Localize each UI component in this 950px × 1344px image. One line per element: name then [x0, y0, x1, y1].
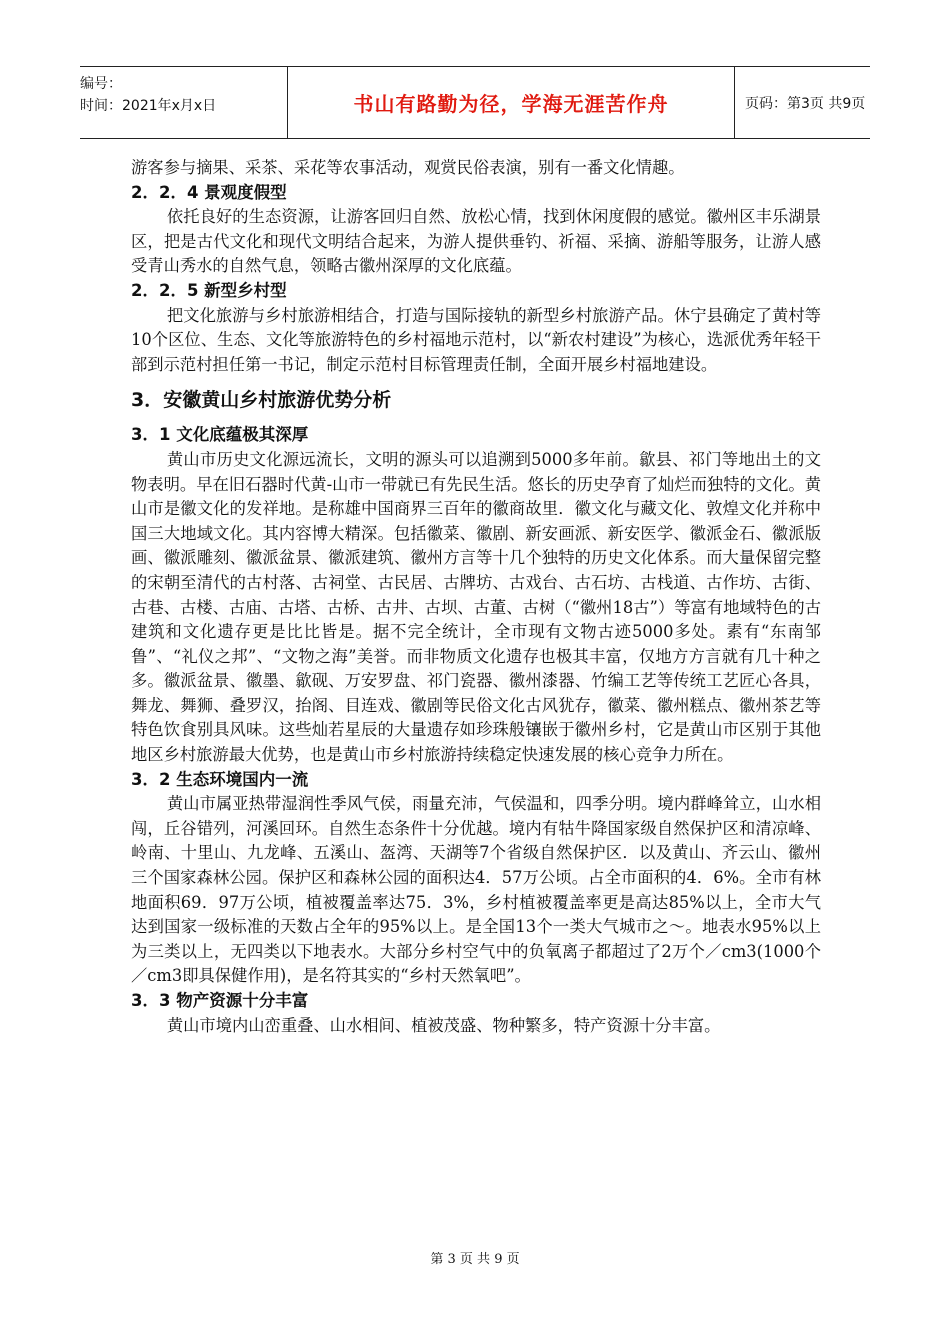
page-header: [80, 66, 870, 139]
header-meta: [80, 67, 287, 138]
paragraph-2-2-5: 把文化旅游与乡村旅游相结合，打造与国际接轨的新型乡村旅游产品。休宁县确定了黄村等10个区位、生态、文化等旅游特色的乡村福地示范村，以“新农村建设”为核心，选派优秀年轻干部到示范村担任第一书记，制定示范村目标管理责任制，全面开展乡村福地建设。: [131, 305, 821, 374]
section-heading-2-2-4: 2．2．4 景观度假型: [131, 182, 287, 202]
header-motto: 书山有路勤为径，学海无涯苦作舟: [353, 92, 669, 116]
chapter-heading-3: 3．安徽黄山乡村旅游优势分析: [131, 389, 392, 412]
section-heading-3-3: 3．3 物产资源十分丰富: [131, 991, 309, 1010]
paragraph-3-2: 黄山市属亚热带湿润性季风气侯，雨量充沛，气侯温和，四季分明。境内群峰耸立，山水相闯，丘谷错列，河溪回环。自然生态条件十分优越。境内有牯牛降国家级自然保护区和清凉峰、岭南、十里山、九龙峰、五溪山、盔湾、天湖等7个省级自然保护区．以及黄山、齐云山、徽州三个国家森林公园。保护区和森林公园的面积达4．57万公顷。占全市面积的4．6%。全市有林地面积69．97万公顷，植被覆盖率达75．3%，乡村植被覆盖率更是高达85%以上，全市大气达到国家一级标准的天数占全年的95%以上。是全国13个一类大气城市之～。地表水95%以上为三类以上，无四类以下地表水。大部分乡村空气中的负氧离子都超过了2万个／cm3(1000个／cm3即具保健作用)，是名符其实的“乡村天然氧吧”。: [131, 794, 821, 986]
header-page-info: 页码：第3页 共9页: [745, 95, 866, 112]
section-heading-3-2: 3．2 生态环境国内一流: [131, 769, 309, 789]
header-motto-cell: [287, 67, 735, 138]
paragraph-3-1: 黄山市历史文化源远流长，文明的源头可以追溯到5000多年前。歙县、祁门等地出土的文物表明。早在旧石器时代黄-山市一带就已有先民生活。悠长的历史孕育了灿烂而独特的文化。黄山市是徽文化的发祥地。是称雄中国商界三百年的徽商故里．徽文化与藏文化、敦煌文化并称中国三大地域文化。其内容博大精深。包括徽菜、徽剧、新安画派、新安医学、徽派金石、徽派版画、徽派雕刻、徽派盆景、徽派建筑、徽州方言等十几个独特的历史文化体系。而大量保留完整的宋朝至清代的古村落、古祠堂、古民居、古牌坊、古戏台、古石坊、古栈道、古作坊、古街、古巷、古楼、古庙、古塔、古桥、古井、古坝、古董、古树（“徽州18古”）等富有地域特色的古建筑和文化遗存更是比比皆是。据不完全统计，全市现有文物古迹5000多处。素有“东南邹鲁”、“礼仪之邦”、“文物之海”美誉。而非物质文化遗存也极其丰富，仅地方方言就有几十种之多。徽派盆景、徽墨、歙砚、万安罗盘、祁门瓷器、徽州漆器、竹编工艺等传统工艺匠心各具，舞龙、舞狮、叠罗汉，抬阁、目连戏、徽剧等民俗文化古风犹存，徽菜、徽州糕点、徽州茶艺等特色饮食别具风味。这些灿若星辰的大量遗存如珍珠般镶嵌于徽州乡村，它是黄山市区别于其他地区乡村旅游最大优势，也是黄山市乡村旅游持续稳定快速发展的核心竞争力所在。: [131, 449, 821, 765]
document-body: [131, 156, 821, 1038]
document-number: 编号：: [80, 76, 122, 92]
page-footer: 第 3 页 共 9 页: [430, 1252, 520, 1267]
paragraph-3-3: 黄山市境内山峦重叠、山水相间、植被茂盛、物种繁多，特产资源十分丰富。: [166, 1015, 721, 1035]
section-heading-2-2-5: 2．2．5 新型乡村型: [131, 280, 287, 300]
document-date: 时间：2021年x月x日: [80, 98, 217, 114]
paragraph-continuation: 游客参与摘果、采茶、采花等农事活动，观赏民俗表演，别有一番文化情趣。: [131, 158, 685, 177]
paragraph-2-2-4: 依托良好的生态资源，让游客回归自然、放松心情，找到休闲度假的感觉。徽州区丰乐湖景区，把是古代文化和现代文明结合起来，为游人提供垂钓、祈福、采摘、游船等服务，让游人感受青山秀水的自然气息，领略古徽州深厚的文化底蕴。: [131, 207, 821, 276]
section-heading-3-1: 3．1 文化底蕴极其深厚: [131, 425, 309, 445]
